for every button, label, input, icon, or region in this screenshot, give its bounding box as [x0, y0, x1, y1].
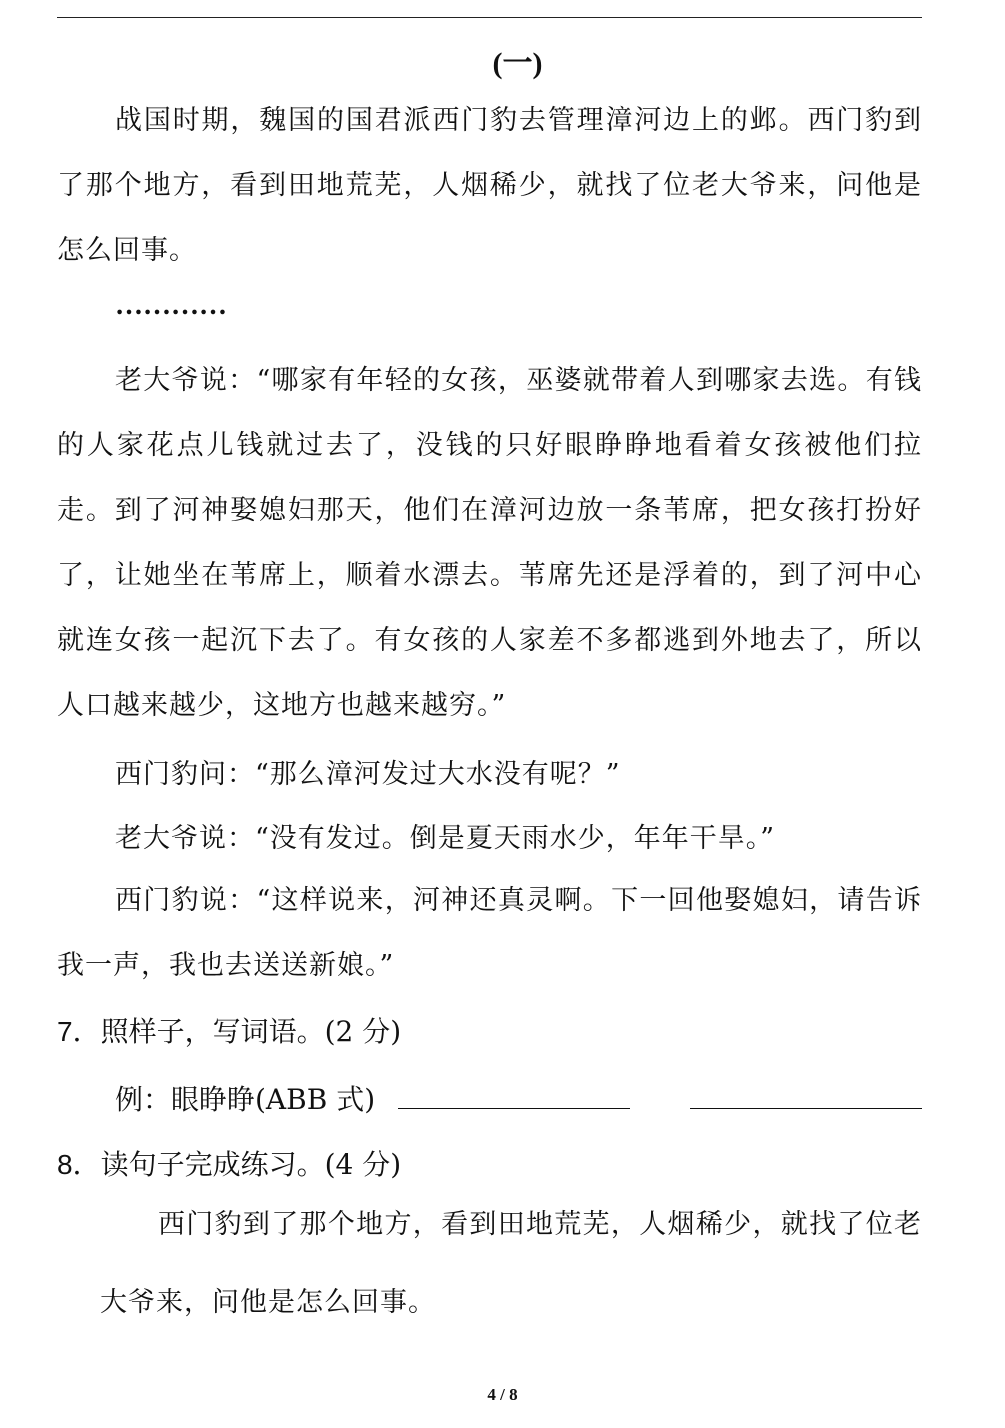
question-8-text: 读句子完成练习。(4 分)	[100, 1148, 402, 1181]
question-7-text: 照样子，写词语。(2 分)	[100, 1015, 402, 1048]
question-7-example: 例：眼睁睁(ABB 式)	[115, 1083, 376, 1116]
answer-blank-2[interactable]	[690, 1108, 922, 1109]
answer-blank-1[interactable]	[398, 1108, 630, 1109]
passage-paragraph-4: 老大爷说：“没有发过。倒是夏天雨水少，年年干旱。”	[115, 823, 776, 854]
question-7-number: 7．	[57, 1016, 101, 1047]
question-8	[57, 1143, 401, 1183]
section-title: (一)	[492, 47, 543, 80]
passage-ellipsis: …………	[115, 290, 227, 321]
passage-paragraph-1: 战国时期，魏国的国君派西门豹去管理漳河边上的邺。西门豹到了那个地方，看到田地荒芜，人烟稀少，就找了位老大爷来，问他是怎么回事。	[57, 105, 922, 266]
question-8-number: 8．	[57, 1149, 101, 1180]
passage-paragraph-2: 老大爷说：“哪家有年轻的女孩，巫婆就带着人到哪家去选。有钱的人家花点儿钱就过去了，没钱的只好眼睁睁地看着女孩被他们拉走。到了河神娶媳妇那天，他们在漳河边放一条苇席，把女孩打扮好了，让她坐在苇席上，顺着水漂去。苇席先还是浮着的，到了河中心就连女孩一起沉下去了。有女孩的人家差不多都逃到外地去了，所以人口越来越少，这地方也越来越穷。”	[57, 365, 922, 721]
page-number: 4 / 8	[487, 1385, 518, 1404]
passage-paragraph-3: 西门豹问：“那么漳河发过大水没有呢？”	[115, 759, 621, 790]
question-8-quote: 西门豹到了那个地方，看到田地荒芜，人烟稀少，就找了位老大爷来，问他是怎么回事。	[100, 1209, 922, 1318]
passage-paragraph-5: 西门豹说：“这样说来，河神还真灵啊。下一回他娶媳妇，请告诉我一声，我也去送送新娘。”	[57, 885, 922, 981]
top-rule	[57, 17, 922, 18]
question-7	[57, 1010, 401, 1050]
